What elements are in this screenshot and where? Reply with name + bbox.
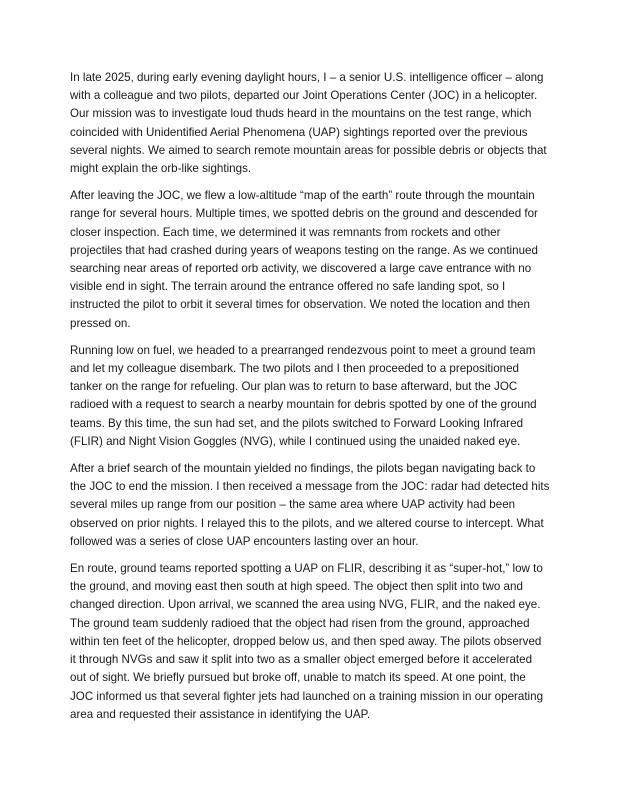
paragraph-5: En route, ground teams reported spotting a UAP on FLIR, describing it as “super-hot,” low to the ground, and moving east then south at high speed. The object then split into two and changed direction. Upon arrival, we scanned the area using NVG, FLIR, and the naked eye. The ground team suddenly radioed that the object had risen from the ground, approached within ten feet of the helicopter, dropped below us, and then sped away. The pilots observed it through NVGs and saw it split into two as a smaller object emerged before it accelerated out of sight. We briefly pursued but broke off, unable to match its speed. At one point, the JOC informed us that several fighter jets had launched on a training mission in our operating area and requested their assistance in identifying the UAP. xyxy=(70,562,544,721)
paragraph-2: After leaving the JOC, we flew a low-altitude “map of the earth” route through the mountain range for several hours. Multiple times, we spotted debris on the ground and descended for closer inspection. Each time, we determined it was remnants from rockets and other projectiles that had crashed during years of weapons testing on the range. As we continued searching near areas of reported orb activity, we discovered a large cave entrance with no visible end in sight. The terrain around the entrance offered no safe landing spot, so I instructed the pilot to orbit it several times for observation. We noted the location and then pressed on. xyxy=(70,189,538,330)
paragraph-4: After a brief search of the mountain yielded no findings, the pilots began navigating back to the JOC to end the mission. I then received a message from the JOC: radar had detected hits several miles up range from our position – the same area where UAP activity had been observed on prior nights. I relayed this to the pilots, and we altered course to intercept. What followed was a series of close UAP encounters lasting over an hour. xyxy=(70,462,550,548)
document-body xyxy=(70,69,550,733)
paragraph-1: In late 2025, during early evening daylight hours, I – a senior U.S. intelligence officer – along with a colleague and two pilots, departed our Joint Operations Center (JOC) in a helicopter. Our mission was to investigate loud thuds heard in the mountains on the test range, which coincided with Unidentified Aerial Phenomena (UAP) sightings reported over the previous several nights. We aimed to search remote mountain areas for possible debris or objects that might explain the orb-like sightings. xyxy=(70,71,547,176)
paragraph-3: Running low on fuel, we headed to a prearranged rendezvous point to meet a ground team and let my colleague disembark. The two pilots and I then proceeded to a prepositioned tanker on the range for refueling. Our plan was to return to base afterward, but the JOC radioed with a request to search a nearby mountain for debris spotted by one of the ground teams. By this time, the sun had set, and the pilots switched to Forward Looking Infrared (FLIR) and Night Vision Goggles (NVG), while I continued using the unaided naked eye. xyxy=(70,343,537,448)
